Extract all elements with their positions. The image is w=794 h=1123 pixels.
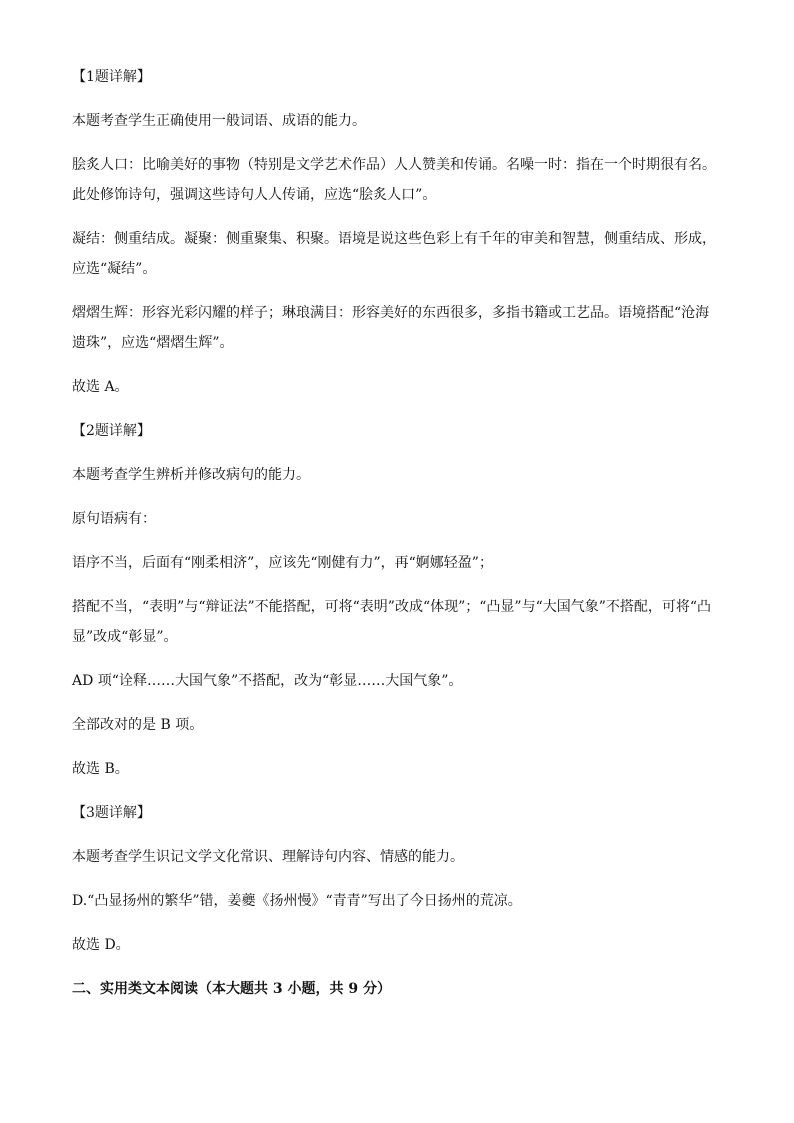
paragraph-yiyi: 熠熠生辉：形容光彩闪耀的样子；琳琅满目：形容美好的东西很多，多指书籍或工艺品。语境搭配“沧海遗珠”，应选“熠熠生辉”。 <box>72 305 710 351</box>
section-2-title: 二、实用类文本阅读（本大题共 3 小题，共 9 分） <box>72 981 391 997</box>
paragraph-ningjie: 凝结：侧重结成。凝聚：侧重聚集、积聚。语境是说这些色彩上有千年的审美和智慧，侧重结成、形成，应选“凝结”。 <box>72 231 716 277</box>
paragraph-intro-2: 本题考查学生辨析并修改病句的能力。 <box>72 467 310 483</box>
question-2-heading: 【2题详解】 <box>72 423 151 439</box>
paragraph-errors-label: 原句语病有： <box>72 511 156 527</box>
paragraph-ad-option: AD 项“诠释……大国气象”不搭配，改为“彰显……大国气象”。 <box>72 673 463 689</box>
paragraph-intro-1: 本题考查学生正确使用一般词语、成语的能力。 <box>72 113 366 129</box>
question-1-heading: 【1题详解】 <box>72 69 151 85</box>
paragraph-kuaizhi: 脍炙人口：比喻美好的事物（特别是文学艺术作品）人人赞美和传诵。名噪一时：指在一个时期很有名。此处修饰诗句，强调这些诗句人人传诵，应选“脍炙人口”。 <box>72 157 716 203</box>
paragraph-all-correct: 全部改对的是 B 项。 <box>72 717 204 733</box>
question-3-heading: 【3题详解】 <box>72 805 151 821</box>
paragraph-option-d: D.“凸显扬州的繁华”错，姜夔《扬州慢》“青青”写出了今日扬州的荒凉。 <box>72 893 522 909</box>
paragraph-collocation: 搭配不当，“表明”与“辩证法”不能搭配，可将“表明”改成“体现”；“凸显”与“大国气象”不搭配，可将“凸显”改成“彰显”。 <box>72 599 712 645</box>
document-page <box>72 62 722 1004</box>
paragraph-word-order: 语序不当，后面有“刚柔相济”，应该先“刚健有力”，再“婀娜轻盈”； <box>72 555 493 571</box>
answer-3: 故选 D。 <box>72 937 130 953</box>
answer-1: 故选 A。 <box>72 379 129 395</box>
paragraph-intro-3: 本题考查学生识记文学文化常识、理解诗句内容、情感的能力。 <box>72 849 464 865</box>
answer-2: 故选 B。 <box>72 761 129 777</box>
